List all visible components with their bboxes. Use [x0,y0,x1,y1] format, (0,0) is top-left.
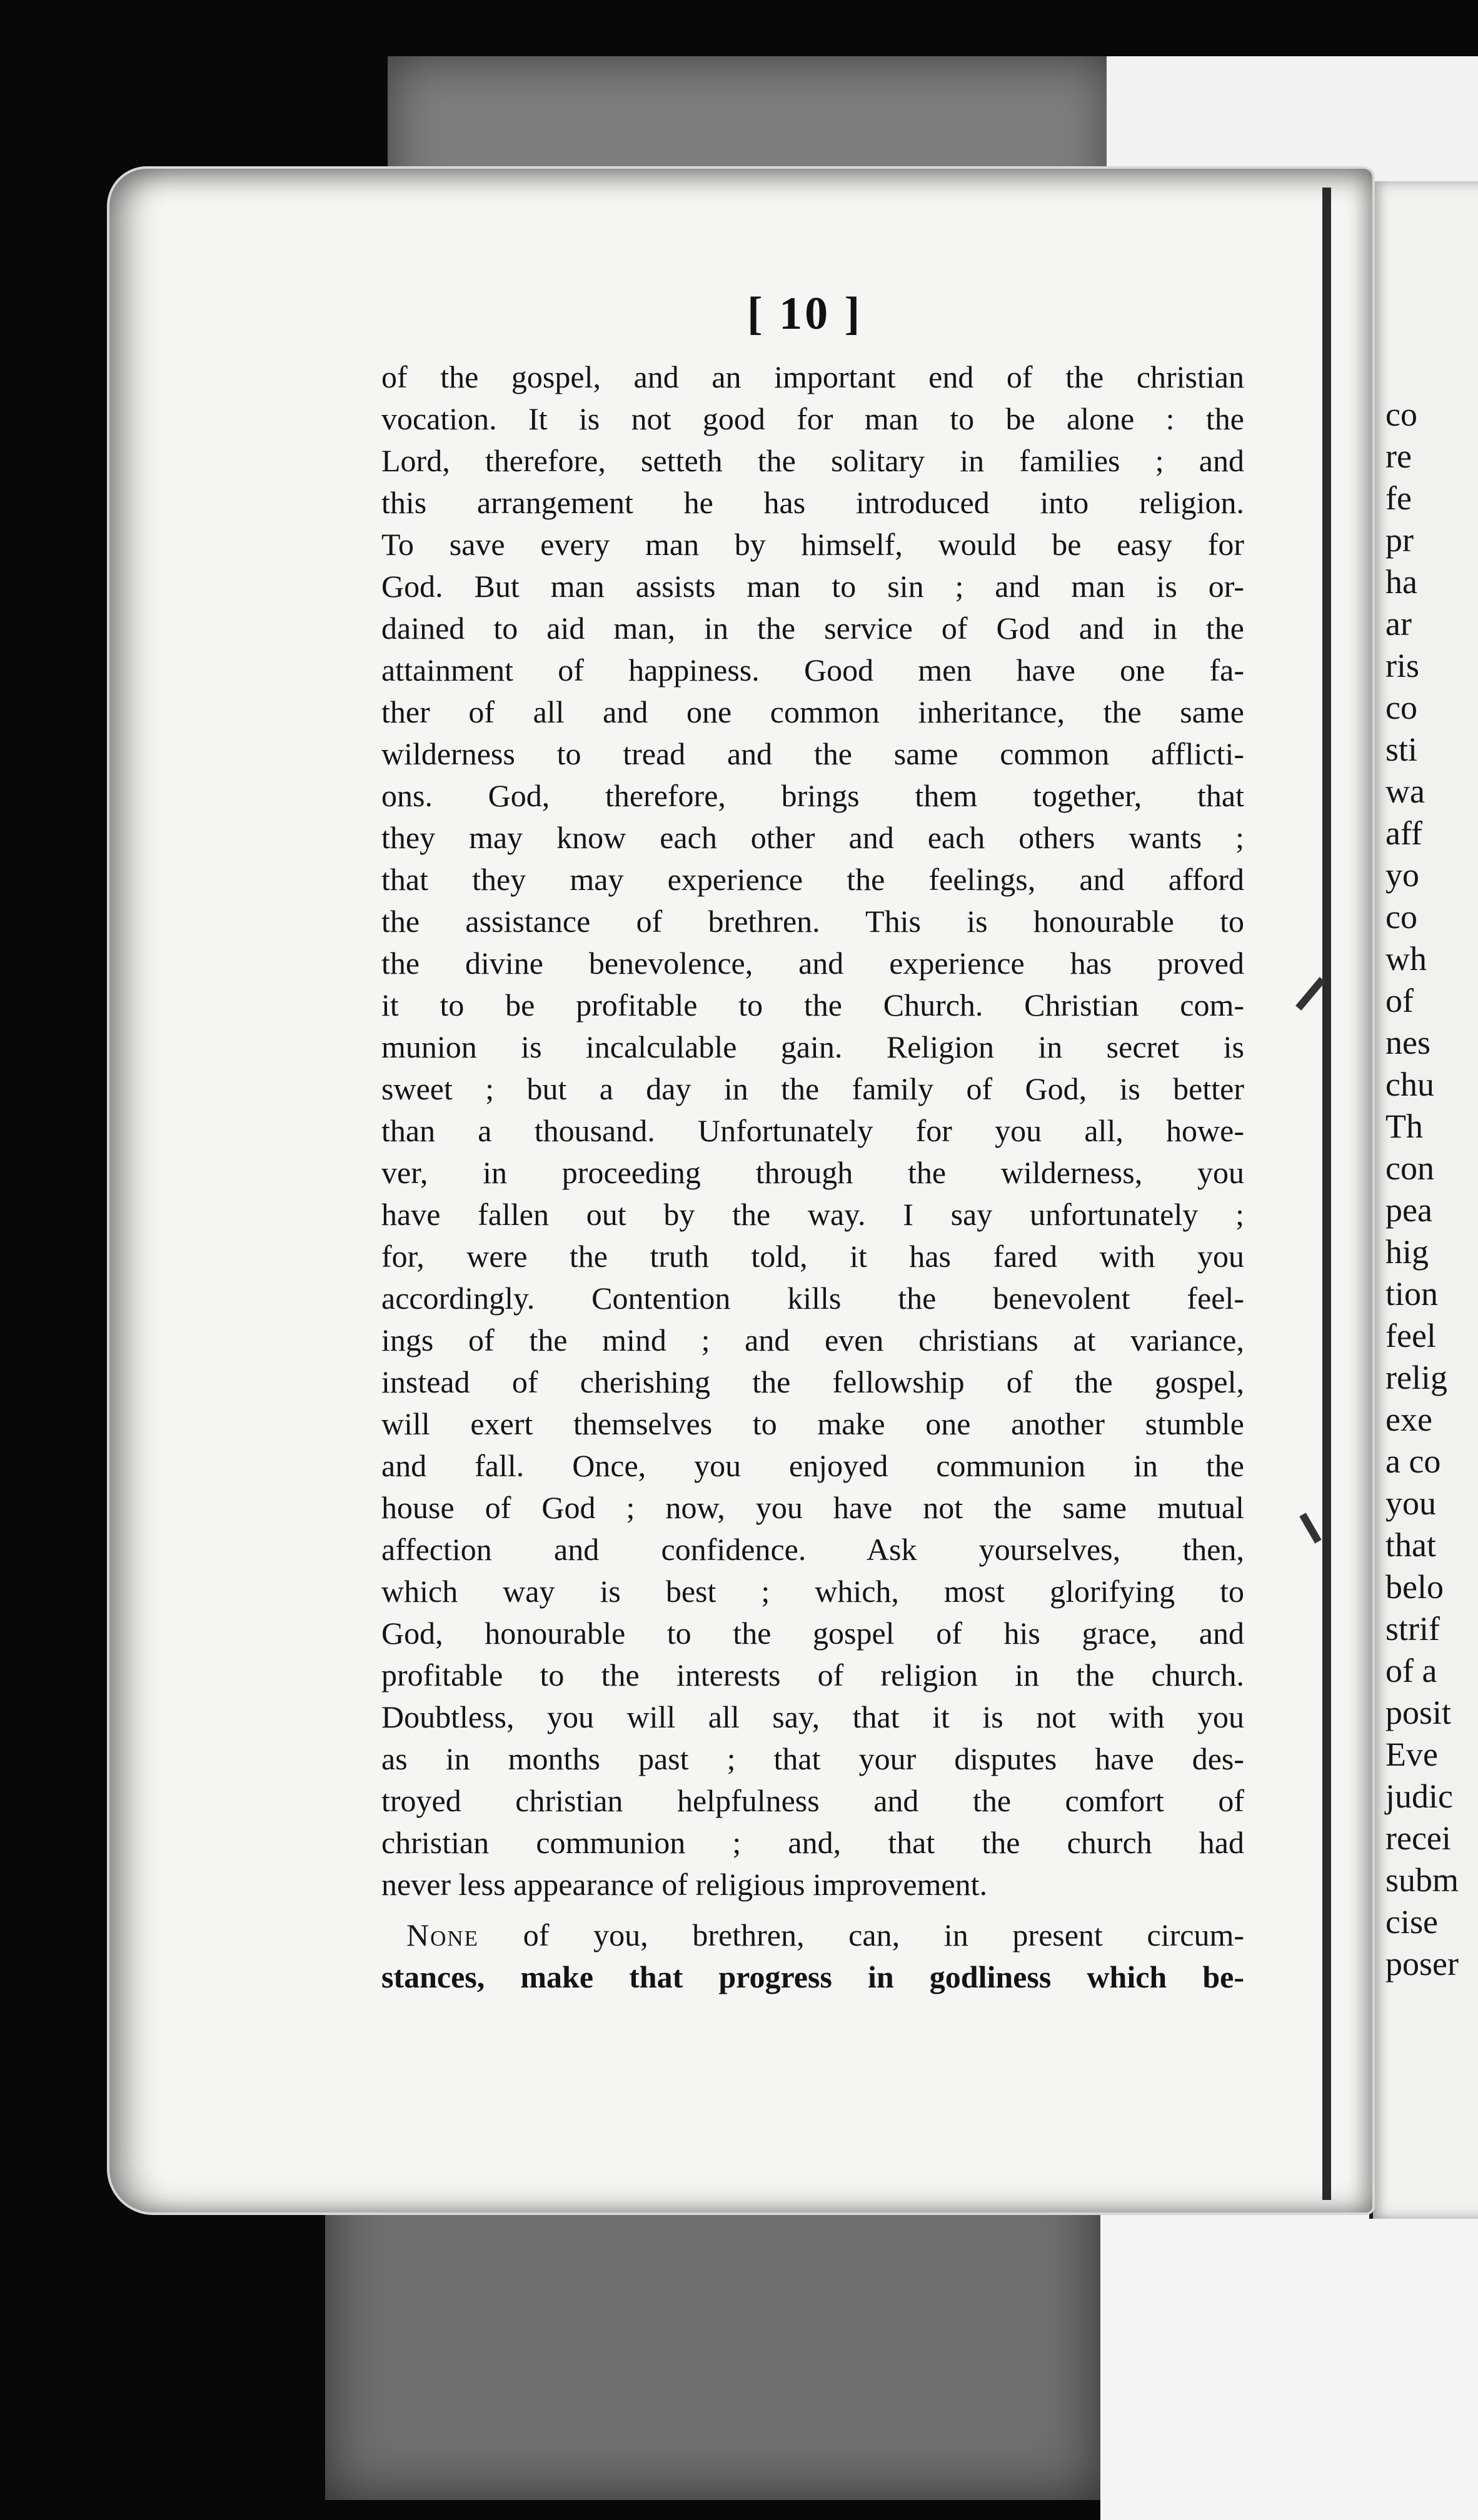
next-page-text-fragments [1373,181,1478,1985]
text-line: as in months past ; that your disputes have des- [381,1741,1244,1776]
text-line: instead of cherishing the fellowship of the gospel, [381,1364,1244,1399]
text-line: profitable to the interests of religion in the church. [381,1658,1244,1692]
next-page-fragment: chu [1385,1066,1434,1103]
text-line: the divine benevolence, and experience has proved [381,946,1244,981]
text-line: troyed christian helpfulness and the comfort of [381,1783,1244,1818]
text-line: will exert themselves to make one another stumble [381,1406,1244,1441]
text-line: attainment of happiness. Good men have one fa- [381,652,1244,688]
text-line: vocation. It is not good for man to be alone : the [381,401,1244,436]
text-line: for, were the truth told, it has fared with you [381,1239,1244,1274]
next-page-fragment: co [1385,396,1417,433]
next-page-fragment: recei [1385,1819,1451,1857]
next-page-fragment: you [1385,1484,1436,1522]
text-line: house of God ; now, you have not the same mutual [381,1490,1244,1525]
text-line: God. But man assists man to sin ; and man is or- [381,569,1244,604]
text-line: accordingly. Contention kills the benevolent feel- [381,1281,1244,1316]
text-line: wilderness to tread and the same common afflicti- [381,736,1244,771]
next-page-fragment: posit [1385,1694,1452,1731]
paragraph-gap [381,1906,1244,1914]
text-line: God, honourable to the gospel of his grace, and [381,1616,1244,1651]
paragraph-lead-word: None [406,1918,480,1952]
next-page-fragment: aff [1385,814,1422,852]
next-page-fragment: cise [1385,1903,1438,1941]
text-line: that they may experience the feelings, and afford [381,862,1244,897]
text-line-rest: of you, brethren, can, in present circum- [479,1918,1244,1952]
next-page-fragment: feel [1385,1317,1436,1354]
text-line: ons. God, therefore, brings them together, that [381,778,1244,813]
text-line: never less appearance of religious improvement. [381,1867,988,1902]
text-line: sweet ; but a day in the family of God, is better [381,1071,1244,1106]
page-gutter [1322,188,1331,2200]
next-page-fragment: nes [1385,1024,1430,1061]
text-line: To save every man by himself, would be easy for [381,527,1244,562]
text-line: they may know each other and each others wants ; [381,820,1244,855]
text-line: ver, in proceeding through the wilderness, you [381,1155,1244,1190]
text-line: this arrangement he has introduced into religion. [381,485,1244,520]
next-page-fragment: Th [1385,1108,1423,1145]
next-page-fragment: co [1385,689,1417,726]
next-page-fragment: Eve [1385,1736,1438,1773]
next-page-fragment: hig [1385,1233,1429,1271]
next-page-fragment: judic [1385,1778,1453,1815]
text-line: Lord, therefore, setteth the solitary in families ; and [381,443,1244,478]
next-page-fragment: ar [1385,605,1412,642]
next-page-fragment: fe [1385,479,1412,517]
text-line: ings of the mind ; and even christians at variance, [381,1322,1244,1358]
next-page-fragment: tion [1385,1275,1439,1312]
next-page-fragment: wh [1385,940,1427,978]
next-page-fragment: con [1385,1149,1434,1187]
text-line: christian communion ; and, that the church had [381,1825,1244,1860]
text-line: and fall. Once, you enjoyed communion in the [381,1448,1244,1483]
next-page-fragment: strif [1385,1610,1440,1648]
next-page-fragment: of a [1385,1652,1437,1689]
text-line [381,1914,1244,1956]
next-page-fragment: yo [1385,856,1419,894]
text-line: which way is best ; which, most glorifying to [381,1574,1244,1609]
next-page-fragment: exe [1385,1401,1432,1438]
next-page-fragment: ris [1385,647,1419,684]
page-number: [ 10 ] [747,288,863,339]
text-line: it to be profitable to the Church. Christian com- [381,988,1244,1022]
text-line: munion is incalculable gain. Religion in secret is [381,1029,1244,1064]
next-page-fragment: sti [1385,731,1418,768]
next-page-fragment: wa [1385,772,1425,810]
next-page-fragment: re [1385,438,1412,475]
text-line: than a thousand. Unfortunately for you all, howe- [381,1113,1244,1148]
next-page-fragment: poser [1385,1945,1459,1982]
text-line: dained to aid man, in the service of God and in the [381,611,1244,646]
text-line: of the gospel, and an important end of the christian [381,359,1244,394]
next-page-fragment: relig [1385,1359,1447,1396]
body-text [381,356,1244,1998]
text-line: stances, make that progress in godliness which be- [381,1959,1244,1994]
next-page-edge [1369,181,1478,2219]
next-page-fragment: co [1385,898,1417,936]
next-page-fragment: belo [1385,1568,1444,1606]
text-line: ther of all and one common inheritance, the same [381,694,1244,729]
next-page-fragment: subm [1385,1861,1459,1899]
next-page-fragment: of [1385,982,1414,1019]
text-line: the assistance of brethren. This is honourable to [381,904,1244,939]
next-page-fragment: pea [1385,1191,1432,1229]
paper-strip-top [1107,56,1478,181]
next-page-fragment: ha [1385,563,1417,601]
next-page-fragment: pr [1385,521,1414,559]
text-line: affection and confidence. Ask yourselves, then, [381,1532,1244,1567]
next-page-fragment: a co [1385,1442,1441,1480]
text-line: have fallen out by the way. I say unfortunately ; [381,1197,1244,1232]
text-line: Doubtless, you will all say, that it is not with you [381,1699,1244,1734]
next-page-fragment: that [1385,1526,1436,1564]
